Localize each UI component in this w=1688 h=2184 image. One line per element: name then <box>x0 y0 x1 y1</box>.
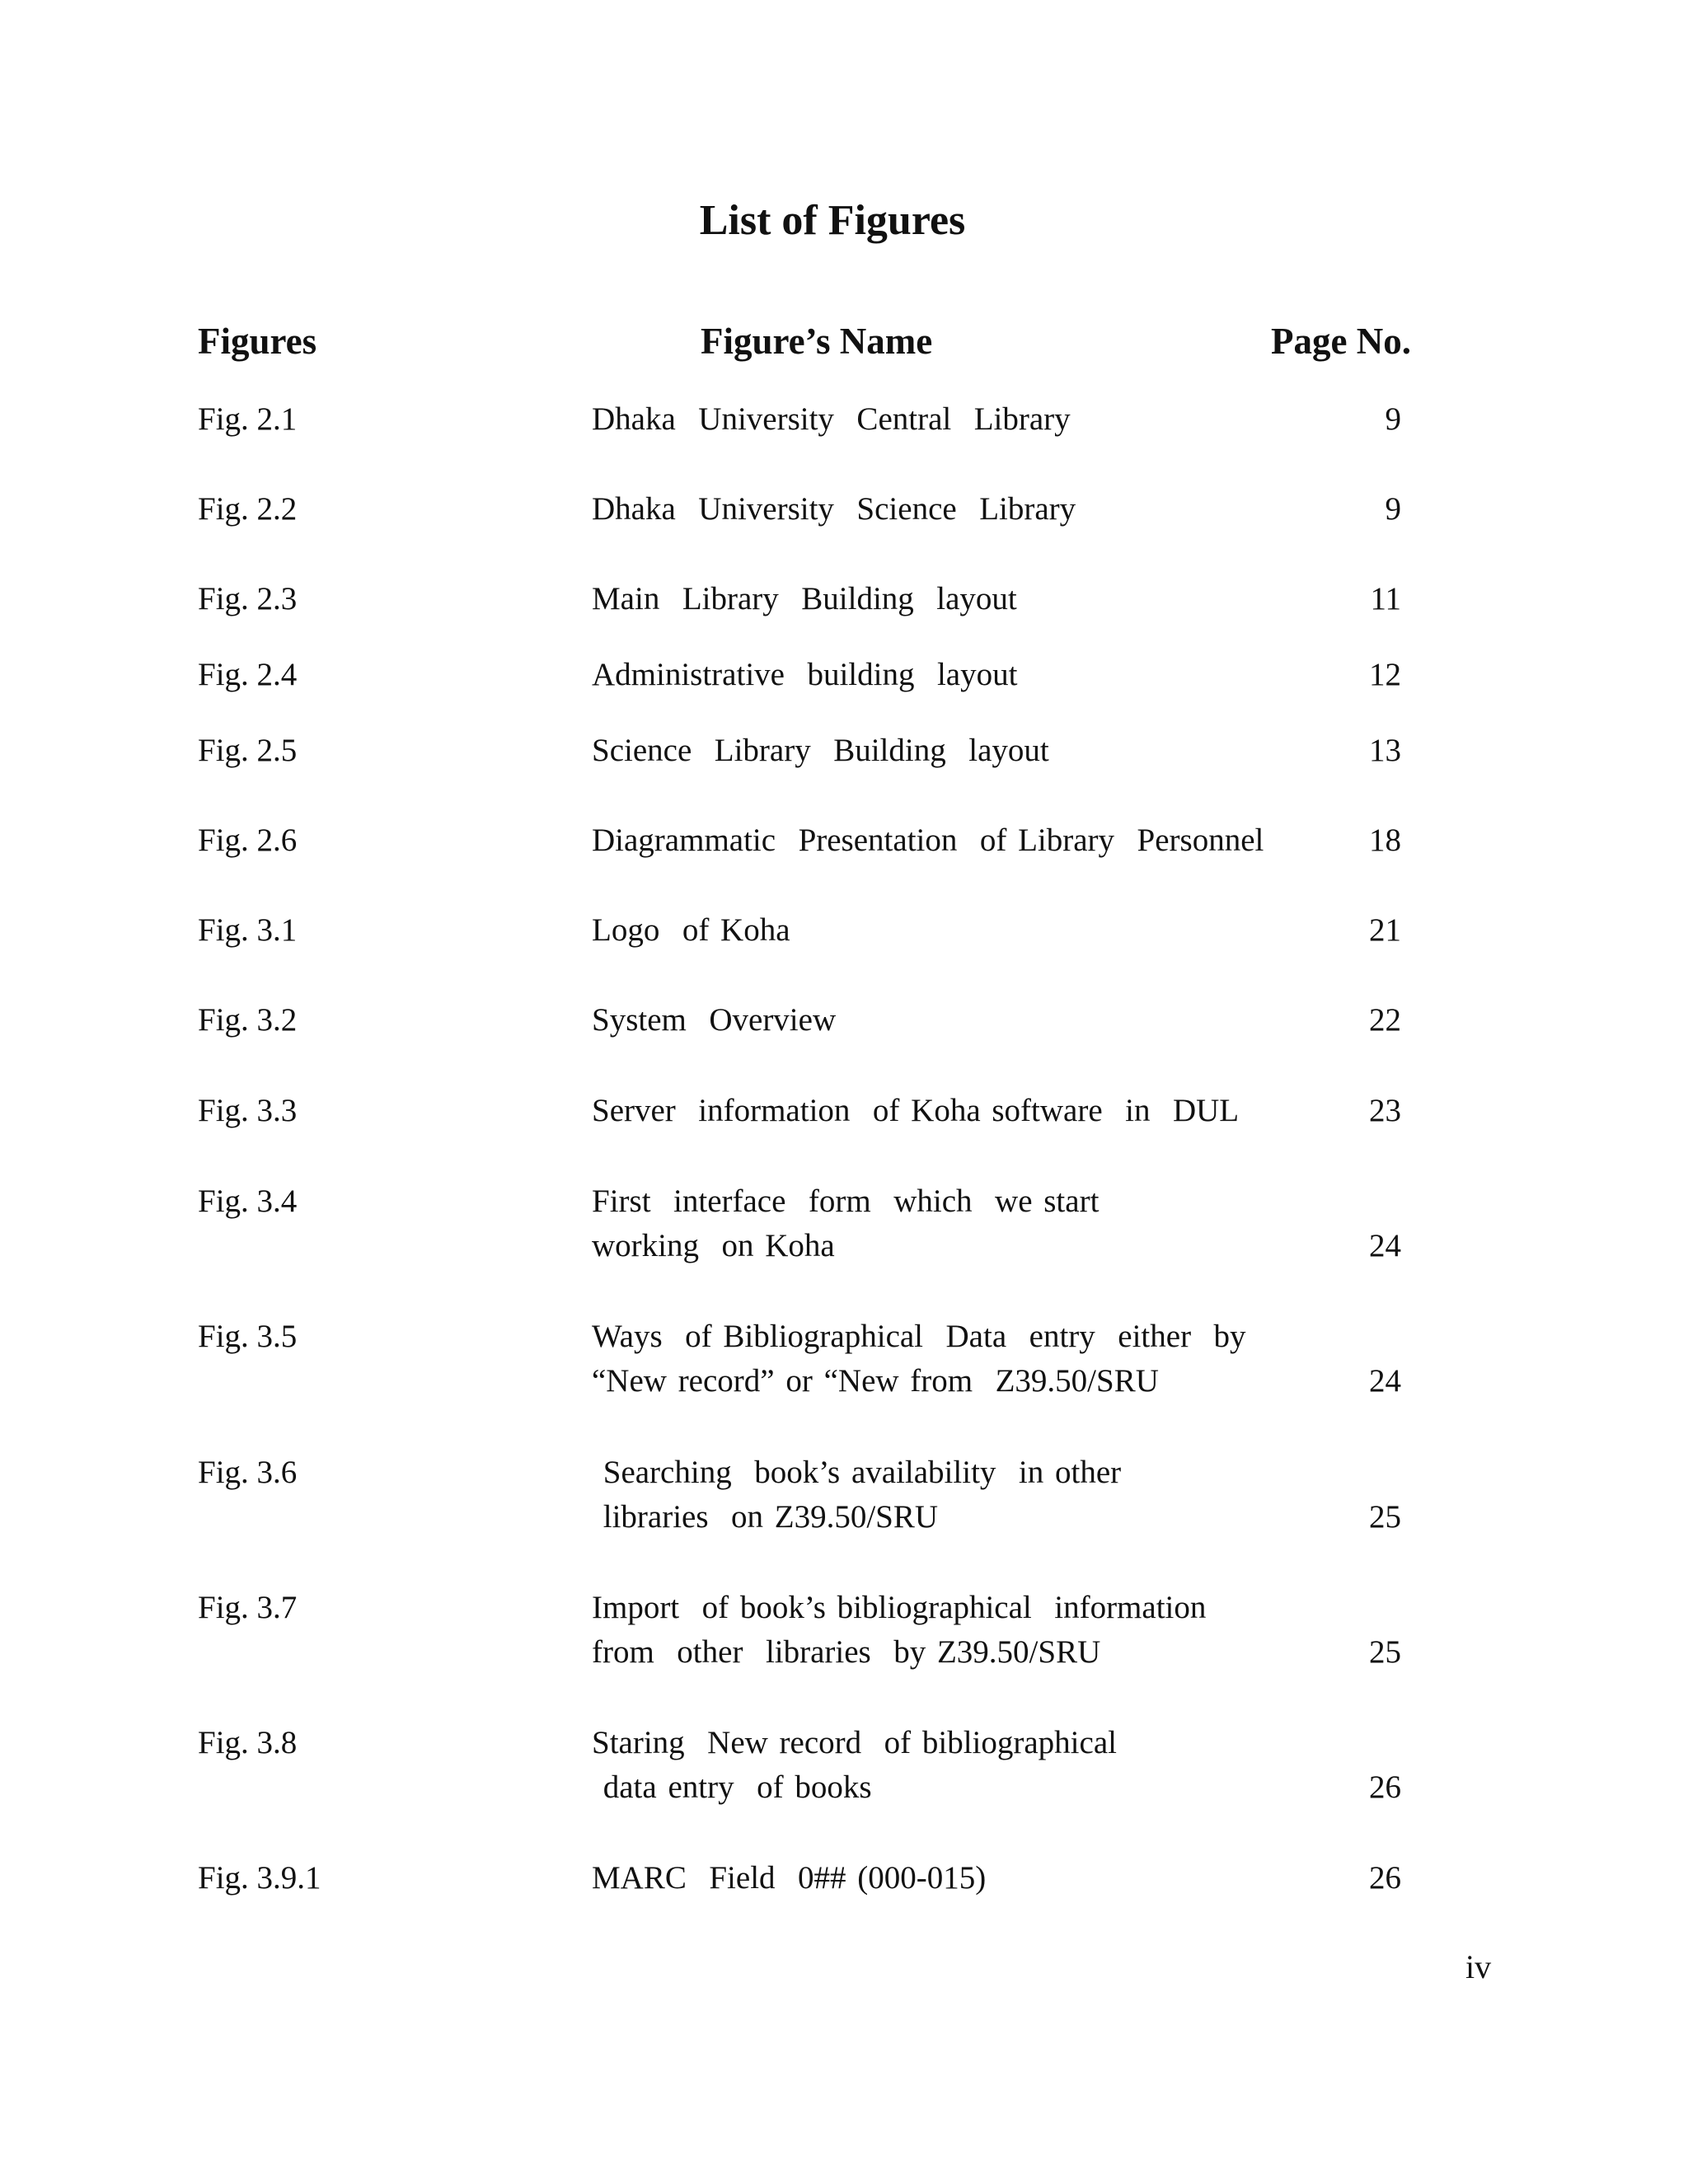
figure-number: Fig. 2.3 <box>198 581 298 616</box>
figure-number: Fig. 3.1 <box>198 912 298 948</box>
figure-name: Dhaka University Science Library <box>592 491 1076 527</box>
figure-name: Dhaka University Central Library <box>592 401 1071 437</box>
page-number: iv <box>1465 1948 1492 1985</box>
figure-number: Fig. 3.4 <box>198 1183 298 1219</box>
figure-page: 24 <box>1369 1228 1401 1263</box>
figure-number: Fig. 3.7 <box>198 1590 298 1625</box>
figure-number: Fig. 3.9.1 <box>198 1860 321 1896</box>
figure-number: Fig. 3.8 <box>198 1725 298 1760</box>
column-header-figures: Figures <box>198 321 317 362</box>
figure-page: 18 <box>1369 823 1401 858</box>
figure-name: Administrative building layout <box>592 657 1018 692</box>
figure-number: Fig. 3.3 <box>198 1093 298 1128</box>
figure-name: Staring New record of bibliographical data entry of books <box>592 1725 1117 1805</box>
figure-name: Ways of Bibliographical Data entry either by “New record” or “New from Z39.50/SRU <box>592 1319 1246 1399</box>
figure-name: Import of book’s bibliographical information from other libraries by Z39.50/SRU <box>592 1590 1207 1670</box>
figure-page: 24 <box>1369 1363 1401 1399</box>
column-header-figure-name: Figure’s Name <box>701 321 933 362</box>
figure-page: 22 <box>1369 1002 1401 1038</box>
figure-page: 12 <box>1369 657 1401 692</box>
figure-page: 26 <box>1369 1860 1401 1896</box>
figure-page: 25 <box>1369 1634 1401 1670</box>
figure-name: Server information of Koha software in DUL <box>592 1093 1240 1128</box>
figure-number: Fig. 2.2 <box>198 491 298 527</box>
figure-name: Main Library Building layout <box>592 581 1017 616</box>
column-header-page-no: Page No. <box>1271 321 1411 362</box>
figure-number: Fig. 3.6 <box>198 1455 298 1490</box>
figure-name: Diagrammatic Presentation of Library Personnel <box>592 823 1264 858</box>
figure-number: Fig. 3.5 <box>198 1319 298 1354</box>
figure-number: Fig. 2.5 <box>198 733 298 768</box>
figure-page: 23 <box>1369 1093 1401 1128</box>
figure-name: Searching book’s availability in other libraries on Z39.50/SRU <box>603 1455 1122 1535</box>
figure-page: 9 <box>1385 491 1401 527</box>
figure-name: Logo of Koha <box>592 912 790 948</box>
figure-number: Fig. 2.1 <box>198 401 298 437</box>
figure-page: 25 <box>1369 1499 1401 1535</box>
figure-page: 26 <box>1369 1769 1401 1805</box>
figure-name: System Overview <box>592 1002 837 1038</box>
figure-name: MARC Field 0## (000-015) <box>592 1860 987 1896</box>
figure-number: Fig. 2.4 <box>198 657 298 692</box>
figure-page: 13 <box>1369 733 1401 768</box>
page-title: List of Figures <box>699 197 966 244</box>
figure-name: First interface form which we start working on Koha <box>592 1183 1100 1263</box>
figure-page: 9 <box>1385 401 1401 437</box>
figure-page: 11 <box>1370 581 1401 616</box>
figure-page: 21 <box>1369 912 1401 948</box>
figure-number: Fig. 3.2 <box>198 1002 298 1038</box>
figure-name: Science Library Building layout <box>592 733 1049 768</box>
figure-number: Fig. 2.6 <box>198 823 298 858</box>
